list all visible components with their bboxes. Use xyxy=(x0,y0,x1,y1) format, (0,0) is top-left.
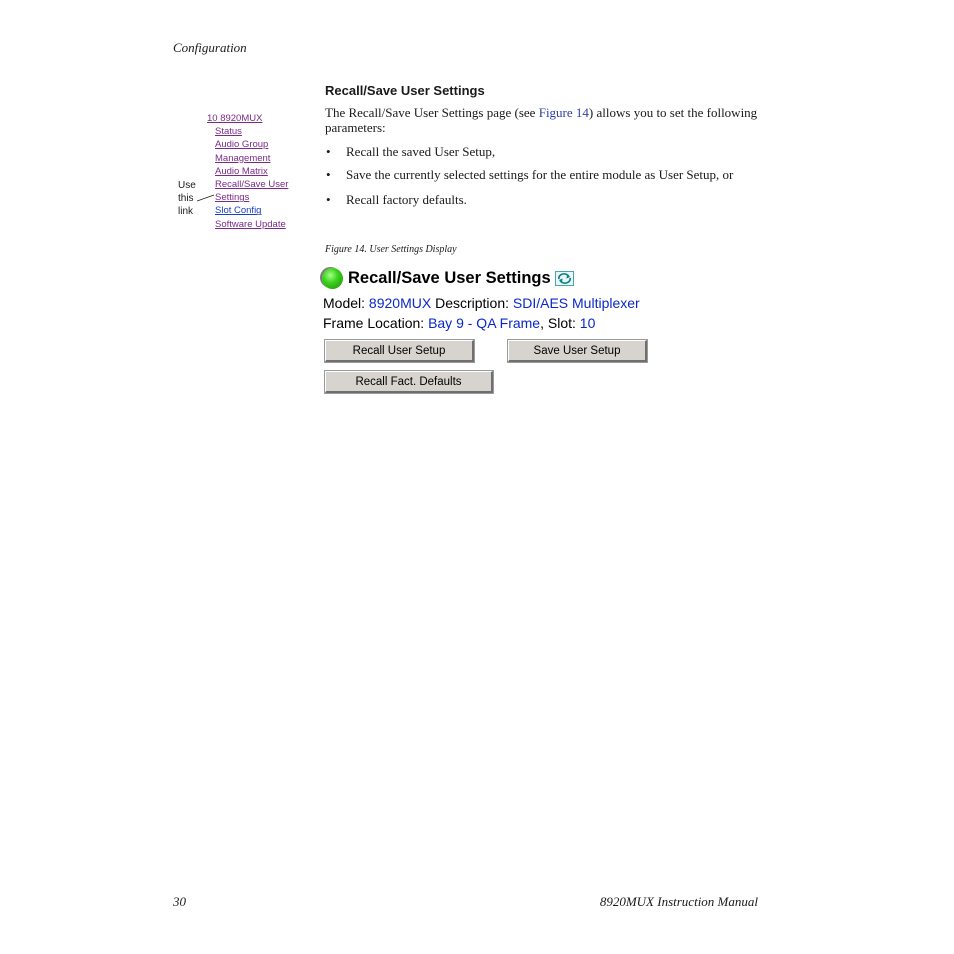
nav-link-status[interactable]: Status xyxy=(215,126,242,138)
nav-link-audio-group[interactable]: Audio Group xyxy=(215,139,269,151)
slot-value: 10 xyxy=(579,315,596,331)
intro-paragraph xyxy=(325,105,765,135)
nav-link-software-update[interactable]: Software Update xyxy=(215,218,286,230)
screen-title-row xyxy=(322,266,574,290)
frame-location-value: Bay 9 - QA Frame xyxy=(428,315,541,331)
refresh-icon[interactable] xyxy=(555,271,574,286)
model-line xyxy=(323,295,640,311)
slot-label: , Slot: xyxy=(540,315,576,331)
figure-link[interactable]: Figure 14 xyxy=(538,105,589,120)
manual-title: 8920MUX Instruction Manual xyxy=(599,894,758,909)
nav-link-management[interactable]: Management xyxy=(215,152,271,164)
nav-link-slot-config[interactable]: Slot Config xyxy=(215,205,262,217)
nav-link-settings[interactable]: Settings xyxy=(215,192,250,204)
figure-caption: Figure 14. User Settings Display xyxy=(325,244,457,255)
callout-line: this xyxy=(178,193,194,204)
callout-label xyxy=(178,179,196,218)
model-value: 8920MUX xyxy=(368,295,432,311)
parameter-list xyxy=(325,144,765,207)
page-number: 30 xyxy=(173,894,186,909)
running-header: Configuration xyxy=(173,40,247,55)
list-item: • Recall factory defaults. xyxy=(325,192,765,207)
frame-location-line xyxy=(323,315,595,331)
nav-link-audio-matrix[interactable]: Audio Matrix xyxy=(215,165,268,177)
list-item: • Recall the saved User Setup, xyxy=(325,144,765,159)
description-label: Description: xyxy=(435,295,509,311)
nav-root-link[interactable]: 10 8920MUX xyxy=(207,113,263,124)
nav-tree xyxy=(207,112,288,231)
recall-user-setup-button[interactable]: Recall User Setup xyxy=(325,340,474,362)
callout-line: Use xyxy=(178,180,196,191)
callout-line: link xyxy=(178,206,194,217)
save-user-setup-button[interactable]: Save User Setup xyxy=(508,340,647,362)
description-value: SDI/AES Multiplexer xyxy=(512,295,640,311)
nav-link-recall-save-user[interactable]: Recall/Save User xyxy=(215,179,289,191)
list-item: • Save the currently selected settings for the entire module as User Setup, or xyxy=(325,167,765,182)
frame-location-label: Frame Location: xyxy=(323,315,425,331)
section-title: Recall/Save User Settings xyxy=(325,83,485,98)
recall-factory-defaults-button[interactable]: Recall Fact. Defaults xyxy=(325,371,493,393)
intro-text-after: ) allows you to set the following parameters: xyxy=(325,105,758,135)
screen-title: Recall/Save User Settings xyxy=(348,268,551,287)
intro-text-before: The Recall/Save User Settings page (see xyxy=(325,105,539,120)
model-label: Model: xyxy=(323,295,366,311)
status-dot-icon xyxy=(322,268,343,289)
callout-leader-line xyxy=(197,193,217,203)
